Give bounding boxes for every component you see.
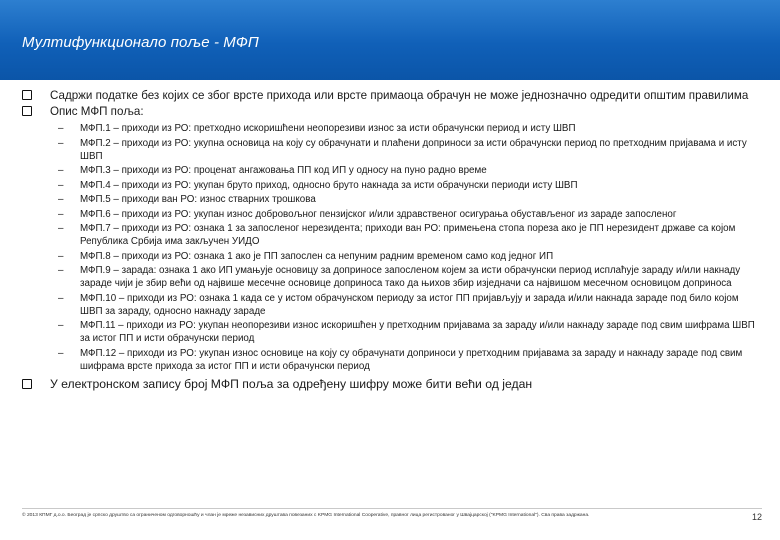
bullet-item [22, 377, 762, 393]
checkbox-bullet-icon [22, 379, 32, 389]
checkbox-bullet-icon [22, 90, 32, 100]
mfp-list-item [22, 164, 762, 177]
dash-bullet: – [58, 165, 64, 176]
mfp-list-item [22, 179, 762, 192]
dash-bullet: – [58, 250, 64, 262]
mfp-list-item [22, 292, 762, 318]
dash-bullet: – [58, 320, 64, 331]
mfp-item-text: МФП.1 – приходи из РО: претходно искоришћени неопорезиви износ за исти обрачунски период и исту ШВП [80, 123, 576, 134]
mfp-list-item [22, 319, 762, 345]
dash-bullet: – [58, 208, 64, 220]
mfp-item-text: МФП.2 – приходи из РО: укупна основица на коју су обрачунати и плаћени доприноси за исти обрачунски период по претходним пријавама и исту ШВП [80, 137, 747, 162]
mfp-list-item [22, 250, 762, 263]
mfp-item-text: МФП.10 – приходи из РО: ознака 1 када се у истом обрачунском периоду за истог ПП пријављују и зарада и/или накнада зараде под било којом ШВП за зараду, односно накнаду зараде [80, 292, 739, 317]
slide-footer [22, 508, 762, 529]
slide-title: Мултифункционало поље - МФП [22, 34, 259, 51]
dash-bullet: – [58, 123, 64, 134]
mfp-list-item [22, 137, 762, 163]
mfp-item-text: МФП.3 – приходи из РО: проценат ангажовања ПП код ИП у односу на пуно радно време [80, 165, 487, 176]
page-number: 12 [751, 512, 762, 522]
bullet-item [22, 88, 762, 104]
mfp-list [22, 122, 762, 373]
dash-bullet: – [58, 265, 64, 276]
mfp-item-text: МФП.7 – приходи из РО: ознака 1 за запосленог нерезидента; приходи ван РО: примењена стопа пореза ако је ПП нерезидент државе са којом Република Србија има закључен УИДО [80, 223, 736, 247]
slide-content [22, 88, 762, 392]
mfp-item-text: МФП.5 – приходи ван РО: износ стварних трошкова [80, 194, 316, 205]
mfp-list-item [22, 122, 762, 135]
mfp-list-item [22, 222, 762, 248]
mfp-item-text: МФП.9 – зарада: ознака 1 ако ИП умањује основицу за доприносе запосленом којем за исти обрачунски период исплаћује зараду и/или накнаду зараде чији је збир већи од највише месечне основице доприноса тако да њихов збир изједначи са највишом месечном основицом доприноса [80, 265, 741, 289]
checkbox-bullet-icon [22, 106, 32, 116]
dash-bullet: – [58, 223, 64, 234]
mfp-list-item [22, 193, 762, 206]
dash-bullet: – [58, 347, 64, 359]
mfp-item-text: МФП.6 – приходи из РО: укупан износ добровољног пензијског и/или здравственог осигурања обустављеног из зараде запосленог [80, 208, 677, 220]
copyright-text: © 2013 КПМГ д.о.о. Београд је српско друштво са ограниченом одговорношћу и члан је мреже независних друштава повезаних с KPMG International Cooperative, правног лица регистрованог у Швајцарској ("KPMG International"). Сва права задржана. [22, 513, 590, 518]
mfp-item-text: МФП.11 – приходи из РО: укупан неопорезиви износ искоришћен у претходним пријавама за зараду и/или накнаду зараде под свим шифрама ШВП за истог ПП и исти обрачунски период [80, 320, 755, 344]
dash-bullet: – [58, 179, 64, 191]
dash-bullet: – [58, 137, 64, 149]
mfp-list-item [22, 347, 762, 373]
dash-bullet: – [58, 292, 64, 304]
bullet-text: У електронском запису број МФП поља за одређену шифру може бити већи од један [50, 376, 533, 391]
mfp-item-text: МФП.12 – приходи из РО: укупан износ основице на коју су обрачунати доприноси у претходним пријавама за зараду и накнаду зараде под свим шифрама врсте прихода за истог ПП и исти обрачунски период [80, 347, 743, 372]
slide-header [0, 0, 780, 80]
mfp-item-text: МФП.4 – приходи из РО: укупан бруто приход, односно бруто накнада за исти обрачунски периоди исту ШВП [80, 179, 578, 191]
mfp-list-item [22, 208, 762, 221]
mfp-list-item [22, 264, 762, 290]
mfp-item-text: МФП.8 – приходи из РО: ознака 1 ако је ПП запослен са непуним радним временом само код једног ИП [80, 250, 554, 262]
bullet-text: Опис МФП поља: [50, 104, 144, 118]
dash-bullet: – [58, 194, 64, 205]
bullet-item [22, 104, 762, 120]
bullet-text: Садржи податке без којих се због врсте прихода или врсте примаоца обрачун не може једнозначно одредити општим правилима [50, 89, 749, 102]
